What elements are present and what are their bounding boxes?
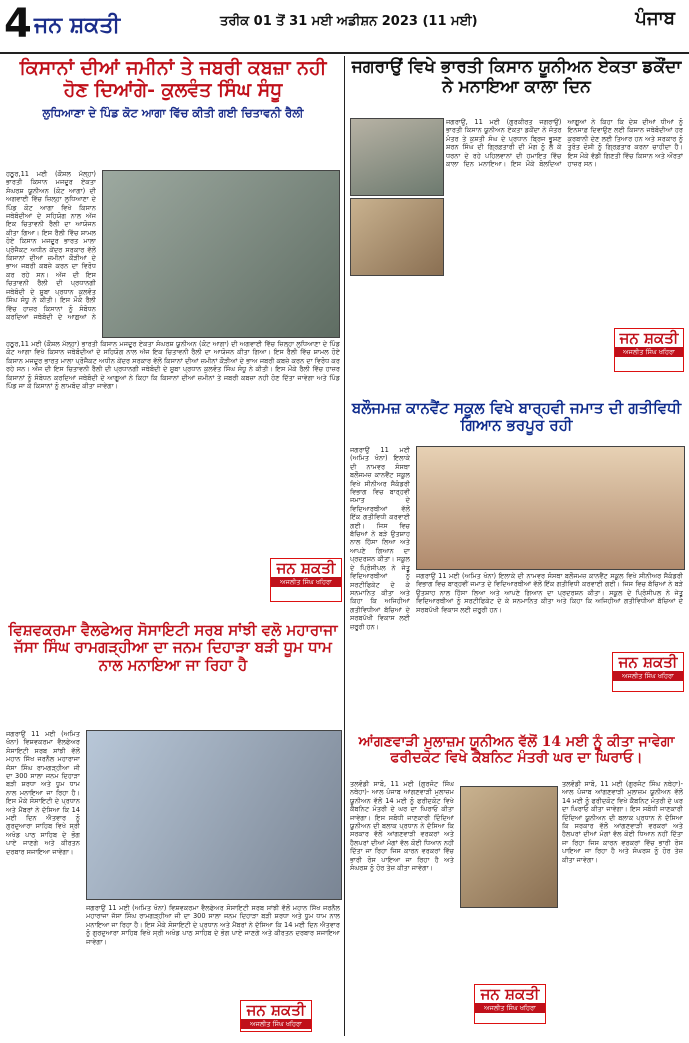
union-leader-photo: [460, 786, 558, 908]
article-blossoms-school: [350, 400, 683, 730]
article-headline: ਜਗਰਾਉਂ ਵਿਖੇ ਭਾਰਤੀ ਕਿਸਾਨ ਯੂਨੀਅਨ ਏਕਤਾ ਡਕੌਂਦਾ ਨੇ ਮਨਾਇਆ ਕਾਲਾ ਦਿਨ: [351, 57, 682, 97]
stamp-title: ਜਨ ਸ਼ਕਤੀ: [480, 985, 540, 1003]
protest-photo-1: [350, 118, 444, 196]
article-black-day: [350, 58, 683, 398]
article-body-continued: ਜਗਰਾਉਂ 11 ਮਈ (ਅਮਿਤ ਖੰਨਾ) ਇਲਾਕੇ ਦੀ ਨਾਮਵਰ ਸੰਸਥਾ ਬਲੌਜਮਜ਼ ਕਾਨਵੈਂਟ ਸਕੂਲ ਵਿਖੇ ਸੀਨੀਅਰ ਸੈਕੰਡਰੀ ਵਿਭਾਗ ਵਿਚ ਬਾਰ੍ਹਵੀਂ ਜਮਾਤ ਦੇ ਵਿਦਿਆਰਥੀਆਂ ਵੱਲੋਂ ਇੱਕ ਗਤੀਵਿਧੀ ਕਰਵਾਈ ਗਈ। ਜਿਸ ਵਿਚ ਬੱਚਿਆਂ ਨੇ ਬੜੇ ਉਤਸ਼ਾਹ ਨਾਲ ਹਿੱਸਾ ਲਿਆ ਅਤੇ ਆਪਣੇ ਗਿਆਨ ਦਾ ਪ੍ਰਦਰਸ਼ਨ ਕੀਤਾ। ਸਕੂਲ ਦੇ ਪ੍ਰਿੰਸੀਪਲ ਨੇ ਜੇਤੂ ਵਿਦਿਆਰਥੀਆਂ ਨੂੰ ਸਰਟੀਫਿਕੇਟ ਦੇ ਕੇ ਸਨਮਾਨਿਤ ਕੀਤਾ ਅਤੇ ਕਿਹਾ ਕਿ ਅਜਿਹੀਆਂ ਗਤੀਵਿਧੀਆਂ ਬੱਚਿਆਂ ਦੇ ਸਰਬਪੱਖੀ ਵਿਕਾਸ ਲਈ ਜ਼ਰੂਰੀ ਹਨ।: [416, 572, 683, 614]
article-body: ਜਗਰਾਉਂ, 11 ਮਈ (ਗੁਰਕੀਰਤ ਜਗਰਾਉਂ) ਭਾਰਤੀ ਕਿਸਾਨ ਯੂਨੀਅਨ ਏਕਤਾ ਡਕੌਂਦਾ ਨੇ ਜੰਤਰ ਮੰਤਰ ਤੇ ਕੁਸ਼ਤੀ ਸੰਘ ਦੇ ਪ੍ਰਧਾਨ ਬ੍ਰਿਜ ਭੂਸ਼ਣ ਸ਼ਰਨ ਸਿੰਘ ਦੀ ਗ੍ਰਿਫ਼ਤਾਰੀ ਦੀ ਮੰਗ ਨੂੰ ਲੈ ਕੇ ਧਰਨਾ ਦੇ ਰਹੇ ਪਹਿਲਵਾਨਾਂ ਦੀ ਹਮਾਇਤ ਵਿੱਚ ਕਾਲਾ ਦਿਨ ਮਨਾਇਆ। ਇਸ ਮੌਕੇ ਬੋਲਦਿਆਂ ਆਗੂਆਂ ਨੇ ਕਿਹਾ ਕਿ ਦੇਸ਼ ਦੀਆਂ ਧੀਆਂ ਨੂੰ ਇਨਸਾਫ਼ ਦਿਵਾਉਣ ਲਈ ਕਿਸਾਨ ਜਥੇਬੰਦੀਆਂ ਹਰ ਕੁਰਬਾਨੀ ਦੇਣ ਲਈ ਤਿਆਰ ਹਨ ਅਤੇ ਸਰਕਾਰ ਨੂੰ ਤੁਰੰਤ ਦੋਸ਼ੀ ਨੂੰ ਗ੍ਰਿਫ਼ਤਾਰ ਕਰਨਾ ਚਾਹੀਦਾ ਹੈ। ਇਸ ਮੌਕੇ ਵੱਡੀ ਗਿਣਤੀ ਵਿੱਚ ਕਿਸਾਨ ਅਤੇ ਔਰਤਾਂ ਹਾਜ਼ਰ ਸਨ।: [446, 118, 683, 169]
article-body-continued: ਹਠੂਰ,11 ਮਈ (ਕੌਸ਼ਲ ਮੱਲ੍ਹਾ) ਭਾਰਤੀ ਕਿਸਾਨ ਮਜਦੂਰ ਏਕਤਾ ਸੰਘਰਸ਼ ਯੂਨੀਅਨ (ਕੋਟ ਆਗਾ) ਦੀ ਅਗਵਾਈ ਵਿੱਚ ਜ਼ਿਲ੍ਹਾ ਲੁਧਿਆਣਾ ਦੇ ਪਿੰਡ ਕੋਟ ਆਗਾ ਵਿਖੇ ਕਿਸਾਨ ਜਥੇਬੰਦੀਆਂ ਦੇ ਸਹਿਯੋਗ ਨਾਲ ਅੱਜ ਇਕ ਚਿਤਾਵਨੀ ਰੈਲੀ ਦਾ ਆਯੋਜਨ ਕੀਤਾ ਗਿਆ। ਇਸ ਰੈਲੀ ਵਿੱਚ ਸ਼ਾਮਲ ਹੋਏ ਕਿਸਾਨ ਮਜਦੂਰ ਭਾਰਤ ਮਾਲਾ ਪ੍ਰੋਜੈਕਟ ਅਧੀਨ ਕੇਂਦਰ ਸਰਕਾਰ ਵੱਲੋਂ ਕਿਸਾਨਾਂ ਦੀਆਂ ਜ਼ਮੀਨਾਂ ਕੌੜੀਆਂ ਦੇ ਭਾਅ ਜਬਰੀ ਕਬਜ਼ੇ ਕਰਨ ਦਾ ਵਿਰੋਧ ਕਰ ਰਹੇ ਸਨ। ਅੱਜ ਦੀ ਇਸ ਚਿਤਾਵਨੀ ਰੈਲੀ ਦੀ ਪ੍ਰਧਾਨਗੀ ਜਥੇਬੰਦੀ ਦੇ ਸੂਬਾ ਪ੍ਰਧਾਨ ਕੁਲਵੰਤ ਸਿੰਘ ਸੰਧੂ ਨੇ ਕੀਤੀ। ਇਸ ਮੌਕੇ ਰੈਲੀ ਵਿੱਚ ਹਾਜ਼ਰ ਕਿਸਾਨਾਂ ਨੂੰ ਸੰਬੋਧਨ ਕਰਦਿਆਂ ਜਥੇਬੰਦੀ ਦੇ ਆਗੂਆਂ ਨੇ ਕਿਹਾ ਕਿ ਕਿਸਾਨਾਂ ਦੀਆਂ ਜ਼ਮੀਨਾਂ ਤੇ ਜਬਰੀ ਕਬਜ਼ਾ ਨਹੀ ਹੋਣ ਦਿੱਤਾ ਜਾਵੇਗਾ ਅਤੇ ਪਿੰਡ ਪਿੰਡ ਜਾ ਕੇ ਕਿਸਾਨਾਂ ਨੂੰ ਲਾਮਬੰਦ ਕੀਤਾ ਜਾਵੇਗਾ।: [6, 340, 340, 391]
jan-shakti-stamp: [474, 984, 546, 1024]
article-body: ਤਲਵੰਡੀ ਸਾਬੋ, 11 ਮਈ (ਗੁਰਜੰਟ ਸਿੰਘ ਨਥੇਹਾ)- ਆਲ ਪੰਜਾਬ ਆਂਗਣਵਾੜੀ ਮੁਲਾਜ਼ਮ ਯੂਨੀਅਨ ਵੱਲੋਂ 14 ਮਈ ਨੂੰ ਫਰੀਦਕੋਟ ਵਿਖੇ ਕੈਬਨਿਟ ਮੰਤਰੀ ਦੇ ਘਰ ਦਾ ਘਿਰਾਓ ਕੀਤਾ ਜਾਵੇਗਾ। ਇਸ ਸਬੰਧੀ ਜਾਣਕਾਰੀ ਦਿੰਦਿਆਂ ਯੂਨੀਅਨ ਦੀ ਬਲਾਕ ਪ੍ਰਧਾਨ ਨੇ ਦੱਸਿਆ ਕਿ ਸਰਕਾਰ ਵੱਲੋਂ ਆਂਗਣਵਾੜੀ ਵਰਕਰਾਂ ਅਤੇ ਹੈਲਪਰਾਂ ਦੀਆਂ ਮੰਗਾਂ ਵੱਲ ਕੋਈ ਧਿਆਨ ਨਹੀਂ ਦਿੱਤਾ ਜਾ ਰਿਹਾ ਜਿਸ ਕਾਰਨ ਵਰਕਰਾਂ ਵਿੱਚ ਭਾਰੀ ਰੋਸ ਪਾਇਆ ਜਾ ਰਿਹਾ ਹੈ ਅਤੇ ਸੰਘਰਸ਼ ਨੂੰ ਹੋਰ ਤੇਜ਼ ਕੀਤਾ ਜਾਵੇਗਾ।: [350, 780, 454, 873]
stamp-subtitle: ਅਜਲੀਤ ਸਿੰਘ ਖਹਿਰਾ: [271, 577, 341, 587]
article-headline: ਬਲੌਜਮਜ਼ ਕਾਨਵੈਂਟ ਸਕੂਲ ਵਿਖੇ ਬਾਰ੍ਹਵੀ ਜਮਾਤ ਦੀ ਗਤੀਵਿਧੀ ਗਿਆਨ ਭਰਪੂਰ ਰਹੀ: [351, 399, 682, 435]
article-subhead: ਲੁਧਿਆਣਾ ਦੇ ਪਿੰਡ ਕੋਟ ਆਗਾ ਵਿੱਚ ਕੀਤੀ ਗਈ ਚਿਤਾਵਨੀ ਰੈਲੀ: [42, 105, 304, 120]
article-headline: ਕਿਸਾਨਾਂ ਦੀਆਂ ਜਮੀਨਾਂ ਤੇ ਜਬਰੀ ਕਬਜ਼ਾ ਨਹੀ ਹੋਣ ਦਿਆਂਗੇ- ਕੁਲਵੰਤ ਸਿੰਘ ਸੰਧੂ: [19, 57, 327, 101]
jan-shakti-stamp: [612, 652, 684, 692]
stamp-subtitle: ਅਜਲੀਤ ਸਿੰਘ ਖਹਿਰਾ: [613, 671, 683, 681]
article-body: ਹਠੂਰ,11 ਮਈ (ਕੌਸ਼ਲ ਮੱਲ੍ਹਾ) ਭਾਰਤੀ ਕਿਸਾਨ ਮਜਦੂਰ ਏਕਤਾ ਸੰਘਰਸ਼ ਯੂਨੀਅਨ (ਕੋਟ ਆਗਾ) ਦੀ ਅਗਵਾਈ ਵਿੱਚ ਜ਼ਿਲ੍ਹਾ ਲੁਧਿਆਣਾ ਦੇ ਪਿੰਡ ਕੋਟ ਆਗਾ ਵਿਖੇ ਕਿਸਾਨ ਜਥੇਬੰਦੀਆਂ ਦੇ ਸਹਿਯੋਗ ਨਾਲ ਅੱਜ ਇਕ ਚਿਤਾਵਨੀ ਰੈਲੀ ਦਾ ਆਯੋਜਨ ਕੀਤਾ ਗਿਆ। ਇਸ ਰੈਲੀ ਵਿੱਚ ਸ਼ਾਮਲ ਹੋਏ ਕਿਸਾਨ ਮਜਦੂਰ ਭਾਰਤ ਮਾਲਾ ਪ੍ਰੋਜੈਕਟ ਅਧੀਨ ਕੇਂਦਰ ਸਰਕਾਰ ਵੱਲੋਂ ਕਿਸਾਨਾਂ ਦੀਆਂ ਜ਼ਮੀਨਾਂ ਕੌੜੀਆਂ ਦੇ ਭਾਅ ਜਬਰੀ ਕਬਜ਼ੇ ਕਰਨ ਦਾ ਵਿਰੋਧ ਕਰ ਰਹੇ ਸਨ। ਅੱਜ ਦੀ ਇਸ ਚਿਤਾਵਨੀ ਰੈਲੀ ਦੀ ਪ੍ਰਧਾਨਗੀ ਜਥੇਬੰਦੀ ਦੇ ਸੂਬਾ ਪ੍ਰਧਾਨ ਕੁਲਵੰਤ ਸਿੰਘ ਸੰਧੂ ਨੇ ਕੀਤੀ। ਇਸ ਮੌਕੇ ਰੈਲੀ ਵਿੱਚ ਹਾਜ਼ਰ ਕਿਸਾਨਾਂ ਨੂੰ ਸੰਬੋਧਨ ਕਰਦਿਆਂ ਜਥੇਬੰਦੀ ਦੇ ਆਗੂਆਂ ਨੇ: [6, 170, 96, 320]
society-event-photo: [86, 730, 342, 900]
protest-photo-2: [350, 198, 444, 276]
stamp-title: ਜਨ ਸ਼ਕਤੀ: [246, 1001, 306, 1019]
article-headline: ਆਂਗਣਵਾੜੀ ਮੁਲਾਜ਼ਮ ਯੂਨੀਅਨ ਵੱਲੋਂ 14 ਮਈ ਨੂੰ ਕੀਤਾ ਜਾਵੇਗਾ ਫਰੀਦਕੋਟ ਵਿਖੇ ਕੈਬਨਿਟ ਮੰਤਰੀ ਘਰ ਦਾ ਘਿਰਾਓ।: [358, 734, 675, 767]
stamp-title: ਜਨ ਸ਼ਕਤੀ: [619, 329, 679, 347]
jan-shakti-stamp: [614, 328, 684, 372]
stamp-subtitle: ਅਜਲੀਤ ਸਿੰਘ ਖਹਿਰਾ: [241, 1019, 311, 1029]
section-name: ਪੰਜਾਬ: [635, 8, 675, 29]
article-vishwakarma: [6, 622, 340, 1037]
column-divider: [344, 56, 345, 1036]
article-body-continued: ਤਲਵੰਡੀ ਸਾਬੋ, 11 ਮਈ (ਗੁਰਜੰਟ ਸਿੰਘ ਨਥੇਹਾ)- ਆਲ ਪੰਜਾਬ ਆਂਗਣਵਾੜੀ ਮੁਲਾਜ਼ਮ ਯੂਨੀਅਨ ਵੱਲੋਂ 14 ਮਈ ਨੂੰ ਫਰੀਦਕੋਟ ਵਿਖੇ ਕੈਬਨਿਟ ਮੰਤਰੀ ਦੇ ਘਰ ਦਾ ਘਿਰਾਓ ਕੀਤਾ ਜਾਵੇਗਾ। ਇਸ ਸਬੰਧੀ ਜਾਣਕਾਰੀ ਦਿੰਦਿਆਂ ਯੂਨੀਅਨ ਦੀ ਬਲਾਕ ਪ੍ਰਧਾਨ ਨੇ ਦੱਸਿਆ ਕਿ ਸਰਕਾਰ ਵੱਲੋਂ ਆਂਗਣਵਾੜੀ ਵਰਕਰਾਂ ਅਤੇ ਹੈਲਪਰਾਂ ਦੀਆਂ ਮੰਗਾਂ ਵੱਲ ਕੋਈ ਧਿਆਨ ਨਹੀਂ ਦਿੱਤਾ ਜਾ ਰਿਹਾ ਜਿਸ ਕਾਰਨ ਵਰਕਰਾਂ ਵਿੱਚ ਭਾਰੀ ਰੋਸ ਪਾਇਆ ਜਾ ਰਿਹਾ ਹੈ ਅਤੇ ਸੰਘਰਸ਼ ਨੂੰ ਹੋਰ ਤੇਜ਼ ਕੀਤਾ ਜਾਵੇਗਾ।: [562, 780, 683, 864]
article-headline: ਵਿਸ਼ਵਕਰਮਾ ਵੈਲਫੇਅਰ ਸੋਸਾਇਟੀ ਸਰਬ ਸਾਂਝੀ ਵਲੋ ਮਹਾਰਾਜਾ ਜੱਸਾ ਸਿੰਘ ਰਾਮਗੜ੍ਹੀਆ ਦਾ ਜਨਮ ਦਿਹਾੜਾ ਬੜੀ ਧੂਮ ਧਾਮ ਨਾਲ ਮਨਾਇਆ ਜਾ ਰਿਹਾ ਹੈ: [8, 621, 338, 674]
rally-photo: [102, 170, 340, 338]
newspaper-logo: [34, 8, 134, 42]
article-body-continued: ਜਗਰਾਉਂ 11 ਮਈ (ਅਮਿਤ ਖੰਨਾ) ਵਿਸ਼ਵਕਰਮਾ ਵੈਲਫੇਅਰ ਸੋਸਾਇਟੀ ਸਰਬ ਸਾਂਝੀ ਵੱਲੋਂ ਮਹਾਨ ਸਿੱਖ ਜਰਨੈਲ ਮਹਾਰਾਜਾ ਜੱਸਾ ਸਿੰਘ ਰਾਮਗੜ੍ਹੀਆ ਜੀ ਦਾ 300 ਸਾਲਾ ਜਨਮ ਦਿਹਾੜਾ ਬੜੀ ਸ਼ਰਧਾ ਅਤੇ ਧੂਮ ਧਾਮ ਨਾਲ ਮਨਾਇਆ ਜਾ ਰਿਹਾ ਹੈ। ਇਸ ਮੌਕੇ ਸੋਸਾਇਟੀ ਦੇ ਪ੍ਰਧਾਨ ਅਤੇ ਮੈਂਬਰਾਂ ਨੇ ਦੱਸਿਆ ਕਿ 14 ਮਈ ਦਿਨ ਐਤਵਾਰ ਨੂੰ ਗੁਰਦੁਆਰਾ ਸਾਹਿਬ ਵਿਖੇ ਸ੍ਰੀ ਅਖੰਡ ਪਾਠ ਸਾਹਿਬ ਦੇ ਭੋਗ ਪਾਏ ਜਾਣਗੇ ਅਤੇ ਕੀਰਤਨ ਦਰਬਾਰ ਸਜਾਇਆ ਜਾਵੇਗਾ।: [86, 904, 340, 946]
page-number: 4: [4, 1, 32, 47]
stamp-title: ਜਨ ਸ਼ਕਤੀ: [276, 559, 336, 577]
article-body: ਜਗਰਾਉਂ 11 ਮਈ (ਅਮਿਤ ਖੰਨਾ) ਵਿਸ਼ਵਕਰਮਾ ਵੈਲਫੇਅਰ ਸੋਸਾਇਟੀ ਸਰਬ ਸਾਂਝੀ ਵੱਲੋਂ ਮਹਾਨ ਸਿੱਖ ਜਰਨੈਲ ਮਹਾਰਾਜਾ ਜੱਸਾ ਸਿੰਘ ਰਾਮਗੜ੍ਹੀਆ ਜੀ ਦਾ 300 ਸਾਲਾ ਜਨਮ ਦਿਹਾੜਾ ਬੜੀ ਸ਼ਰਧਾ ਅਤੇ ਧੂਮ ਧਾਮ ਨਾਲ ਮਨਾਇਆ ਜਾ ਰਿਹਾ ਹੈ। ਇਸ ਮੌਕੇ ਸੋਸਾਇਟੀ ਦੇ ਪ੍ਰਧਾਨ ਅਤੇ ਮੈਂਬਰਾਂ ਨੇ ਦੱਸਿਆ ਕਿ 14 ਮਈ ਦਿਨ ਐਤਵਾਰ ਨੂੰ ਗੁਰਦੁਆਰਾ ਸਾਹਿਬ ਵਿਖੇ ਸ੍ਰੀ ਅਖੰਡ ਪਾਠ ਸਾਹਿਬ ਦੇ ਭੋਗ ਪਾਏ ਜਾਣਗੇ ਅਤੇ ਕੀਰਤਨ ਦਰਬਾਰ ਸਜਾਇਆ ਜਾਵੇਗਾ।: [6, 730, 80, 856]
logo-text: ਜਨ ਸ਼ਕਤੀ: [34, 12, 121, 38]
dateline: ਤਰੀਕ 01 ਤੋਂ 31 ਮਈ ਅਡੀਸ਼ਨ 2023 (11 ਮਈ): [220, 14, 478, 29]
masthead: [0, 0, 689, 54]
stamp-subtitle: ਅਜਲੀਤ ਸਿੰਘ ਖਹਿਰਾ: [615, 347, 683, 357]
article-anganwadi: [350, 734, 683, 1037]
article-body: ਜਗਰਾਉਂ 11 ਮਈ (ਅਮਿਤ ਖੰਨਾ) ਇਲਾਕੇ ਦੀ ਨਾਮਵਰ ਸੰਸਥਾ ਬਲੌਜਮਜ਼ ਕਾਨਵੈਂਟ ਸਕੂਲ ਵਿਖੇ ਸੀਨੀਅਰ ਸੈਕੰਡਰੀ ਵਿਭਾਗ ਵਿਚ ਬਾਰ੍ਹਵੀਂ ਜਮਾਤ ਦੇ ਵਿਦਿਆਰਥੀਆਂ ਵੱਲੋਂ ਇੱਕ ਗਤੀਵਿਧੀ ਕਰਵਾਈ ਗਈ। ਜਿਸ ਵਿਚ ਬੱਚਿਆਂ ਨੇ ਬੜੇ ਉਤਸ਼ਾਹ ਨਾਲ ਹਿੱਸਾ ਲਿਆ ਅਤੇ ਆਪਣੇ ਗਿਆਨ ਦਾ ਪ੍ਰਦਰਸ਼ਨ ਕੀਤਾ। ਸਕੂਲ ਦੇ ਪ੍ਰਿੰਸੀਪਲ ਨੇ ਜੇਤੂ ਵਿਦਿਆਰਥੀਆਂ ਨੂੰ ਸਰਟੀਫਿਕੇਟ ਦੇ ਕੇ ਸਨਮਾਨਿਤ ਕੀਤਾ ਅਤੇ ਕਿਹਾ ਕਿ ਅਜਿਹੀਆਂ ਗਤੀਵਿਧੀਆਂ ਬੱਚਿਆਂ ਦੇ ਸਰਬਪੱਖੀ ਵਿਕਾਸ ਲਈ ਜ਼ਰੂਰੀ ਹਨ।: [350, 446, 410, 631]
article-kisan-land: [6, 58, 340, 618]
students-photo: [416, 446, 685, 570]
stamp-title: ਜਨ ਸ਼ਕਤੀ: [618, 653, 678, 671]
jan-shakti-stamp: [270, 558, 342, 602]
stamp-subtitle: ਅਜਲੀਤ ਸਿੰਘ ਖਹਿਰਾ: [475, 1003, 545, 1013]
jan-shakti-stamp: [240, 1000, 312, 1032]
